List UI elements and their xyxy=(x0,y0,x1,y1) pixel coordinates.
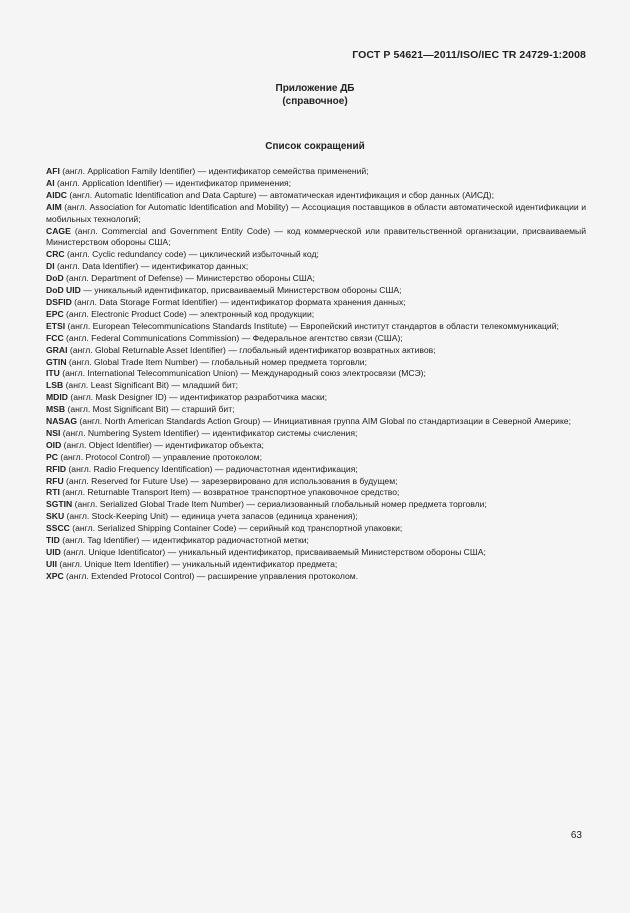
abbreviation-term: RFID xyxy=(46,463,67,474)
abbreviation-definition: (англ. Mask Designer ID) — идентификатор разработчика маски; xyxy=(67,392,328,403)
abbreviation-list xyxy=(46,166,586,583)
abbreviation-definition: (англ. Tag Identifier) — идентификатор радиочастотной метки; xyxy=(59,535,309,546)
abbreviation-entry xyxy=(46,428,586,440)
abbreviation-term: DoD UID xyxy=(46,285,81,296)
abbreviation-entry xyxy=(46,345,586,357)
abbreviation-definition: (англ. Global Trade Item Number) — глобальный номер предмета торговли; xyxy=(66,356,367,367)
abbreviation-term: PC xyxy=(46,451,58,462)
abbreviation-entry xyxy=(46,178,586,190)
abbreviation-entry xyxy=(46,523,586,535)
abbreviation-definition: (англ. Global Returnable Asset Identifier) — глобальный идентификатор возвратных активов; xyxy=(67,344,436,355)
abbreviation-entry xyxy=(46,404,586,416)
abbreviation-definition: (англ. Application Family Identifier) — идентификатор семейства применений; xyxy=(59,166,369,176)
abbreviation-definition: (англ. Protocol Control) — управление протоколом; xyxy=(57,451,262,462)
abbreviation-term: CAGE xyxy=(46,225,71,236)
abbreviation-term: XPC xyxy=(46,570,64,581)
abbreviation-term: SGTIN xyxy=(46,499,73,510)
abbreviation-term: NSI xyxy=(46,427,61,438)
abbreviation-entry xyxy=(46,464,586,476)
abbreviation-entry xyxy=(46,440,586,452)
abbreviation-definition: (англ. Association for Automatic Identification and Mobility) — Ассоциация поставщиков в области автоматической идентификации и мобильных технологий; xyxy=(46,201,586,224)
appendix-title: Приложение ДБ xyxy=(275,83,355,94)
abbreviation-definition: (англ. Serialized Global Trade Item Number) — сериализованный глобальный номер предмета торговли; xyxy=(72,499,487,510)
abbreviation-term: UID xyxy=(46,547,61,557)
abbreviation-entry xyxy=(46,297,586,309)
abbreviation-entry xyxy=(46,309,586,321)
abbreviation-term: AI xyxy=(46,177,55,188)
abbreviation-entry xyxy=(46,226,586,250)
abbreviation-term: DI xyxy=(46,261,55,272)
abbreviation-definition: (англ. Object Identifier) — идентификатор объекта; xyxy=(61,439,264,450)
abbreviation-definition: (англ. Data Identifier) — идентификатор данных; xyxy=(54,261,249,272)
abbreviation-definition: (англ. Federal Communications Commission) — Федеральное агентство связи (США); xyxy=(63,332,403,343)
abbreviation-entry xyxy=(46,571,586,583)
abbreviation-term: RTI xyxy=(46,487,60,498)
abbreviation-definition: (англ. Application Identifier) — идентификатор применения; xyxy=(54,177,292,188)
abbreviation-term: AFI xyxy=(46,166,60,176)
abbreviation-definition: (англ. Returnable Transport Item) — возвратное транспортное упаковочное средство; xyxy=(59,487,400,498)
abbreviation-entry xyxy=(46,357,586,369)
abbreviation-term: AIDC xyxy=(46,189,68,200)
abbreviation-entry xyxy=(46,499,586,511)
abbreviation-term: SSCC xyxy=(46,523,70,534)
standard-header: ГОСТ Р 54621—2011/ISO/IEC TR 24729-1:2008 xyxy=(352,49,586,61)
abbreviation-definition: (англ. Electronic Product Code) — электронный код продукции; xyxy=(63,308,315,319)
abbreviation-entry xyxy=(46,547,586,559)
page-number: 63 xyxy=(570,830,582,841)
abbreviation-entry xyxy=(46,249,586,261)
abbreviation-entry xyxy=(46,285,586,297)
appendix-heading xyxy=(0,82,630,108)
abbreviation-definition: (англ. Stock-Keeping Unit) — единица учета запасов (единица хранения); xyxy=(64,511,358,522)
abbreviation-entry xyxy=(46,273,586,285)
abbreviation-entry xyxy=(46,368,586,380)
abbreviation-term: DSFID xyxy=(46,296,72,307)
abbreviation-entry xyxy=(46,452,586,464)
abbreviation-definition: (англ. Automatic Identification and Data Capture) — автоматическая идентификация и сбор данных (АИСД); xyxy=(67,189,494,200)
abbreviation-entry xyxy=(46,202,586,226)
abbreviation-entry xyxy=(46,321,586,333)
abbreviation-definition: (англ. Unique Identificator) — уникальный идентификатор, присваиваемый Министерством обороны США; xyxy=(60,547,486,557)
abbreviation-definition: (англ. International Telecommunication Union) — Международный союз электросвязи (МСЭ); xyxy=(59,368,426,379)
abbreviation-entry xyxy=(46,559,586,571)
abbreviation-entry xyxy=(46,416,586,428)
abbreviation-definition: (англ. Numbering System Identifier) — идентификатор системы счисления; xyxy=(60,427,358,438)
abbreviation-term: DoD xyxy=(46,273,64,284)
appendix-subtitle: (справочное) xyxy=(282,96,348,107)
abbreviation-entry xyxy=(46,511,586,523)
abbreviation-term: AIM xyxy=(46,201,62,212)
abbreviation-term: FCC xyxy=(46,332,64,343)
abbreviation-definition: (англ. Reserved for Future Use) — зарезервировано для использования в будущем; xyxy=(63,475,398,486)
abbreviation-entry xyxy=(46,333,586,345)
abbreviation-term: EPC xyxy=(46,308,64,319)
abbreviation-term: TID xyxy=(46,535,60,546)
abbreviation-term: ITU xyxy=(46,368,60,379)
abbreviation-definition: (англ. Cyclic redundancy code) — циклический избыточный код; xyxy=(64,249,319,260)
abbreviation-term: ETSI xyxy=(46,320,66,331)
abbreviation-entry xyxy=(46,487,586,499)
abbreviation-definition: (англ. Unique Item Identifier) — уникальный идентификатор предмета; xyxy=(56,558,338,569)
abbreviation-term: GTIN xyxy=(46,356,67,367)
section-title: Список сокращений xyxy=(265,141,365,152)
abbreviation-term: OID xyxy=(46,439,62,450)
abbreviation-definition: (англ. European Telecommunications Standards Institute) — Европейский институт стандартов в области телекоммуникаций; xyxy=(65,320,559,331)
abbreviation-entry xyxy=(46,261,586,273)
abbreviation-entry xyxy=(46,380,586,392)
abbreviation-term: GRAI xyxy=(46,344,68,355)
abbreviation-definition: (англ. Commercial and Government Entity Code) — код коммерческой или правительственной организации, присваиваемый Министерством обороны США; xyxy=(46,225,586,248)
abbreviation-term: UII xyxy=(46,558,57,569)
abbreviation-entry xyxy=(46,392,586,404)
abbreviation-term: RFU xyxy=(46,475,64,486)
abbreviation-term: MDID xyxy=(46,392,68,403)
abbreviation-definition: (англ. North American Standards Action Group) — Инициативная группа AIM Global по стандартизации в Северной Америке; xyxy=(77,416,571,427)
abbreviation-definition: — уникальный идентификатор, присваиваемый Министерством обороны США; xyxy=(80,285,402,296)
abbreviation-entry xyxy=(46,535,586,547)
abbreviation-definition: (англ. Data Storage Format Identifier) — идентификатор формата хранения данных; xyxy=(71,296,406,307)
abbreviation-term: SKU xyxy=(46,511,65,522)
abbreviation-definition: (англ. Extended Protocol Control) — расширение управления протоколом. xyxy=(63,570,359,581)
abbreviation-definition: (англ. Most Significant Bit) — старший бит; xyxy=(65,404,235,415)
abbreviation-term: MSB xyxy=(46,404,66,415)
abbreviation-entry xyxy=(46,166,586,178)
abbreviation-term: CRC xyxy=(46,249,65,260)
abbreviation-entry xyxy=(46,476,586,488)
abbreviation-term: NASAG xyxy=(46,416,78,427)
abbreviation-definition: (англ. Radio Frequency Identification) — радиочастотная идентификация; xyxy=(66,463,358,474)
abbreviation-definition: (англ. Least Significant Bit) — младший бит; xyxy=(63,380,239,391)
abbreviation-entry xyxy=(46,190,586,202)
abbreviation-term: LSB xyxy=(46,380,64,391)
abbreviation-definition: (англ. Department of Defense) — Министерство обороны США; xyxy=(63,273,315,284)
abbreviation-definition: (англ. Serialized Shipping Container Code) — серийный код транспортной упаковки; xyxy=(69,523,403,534)
